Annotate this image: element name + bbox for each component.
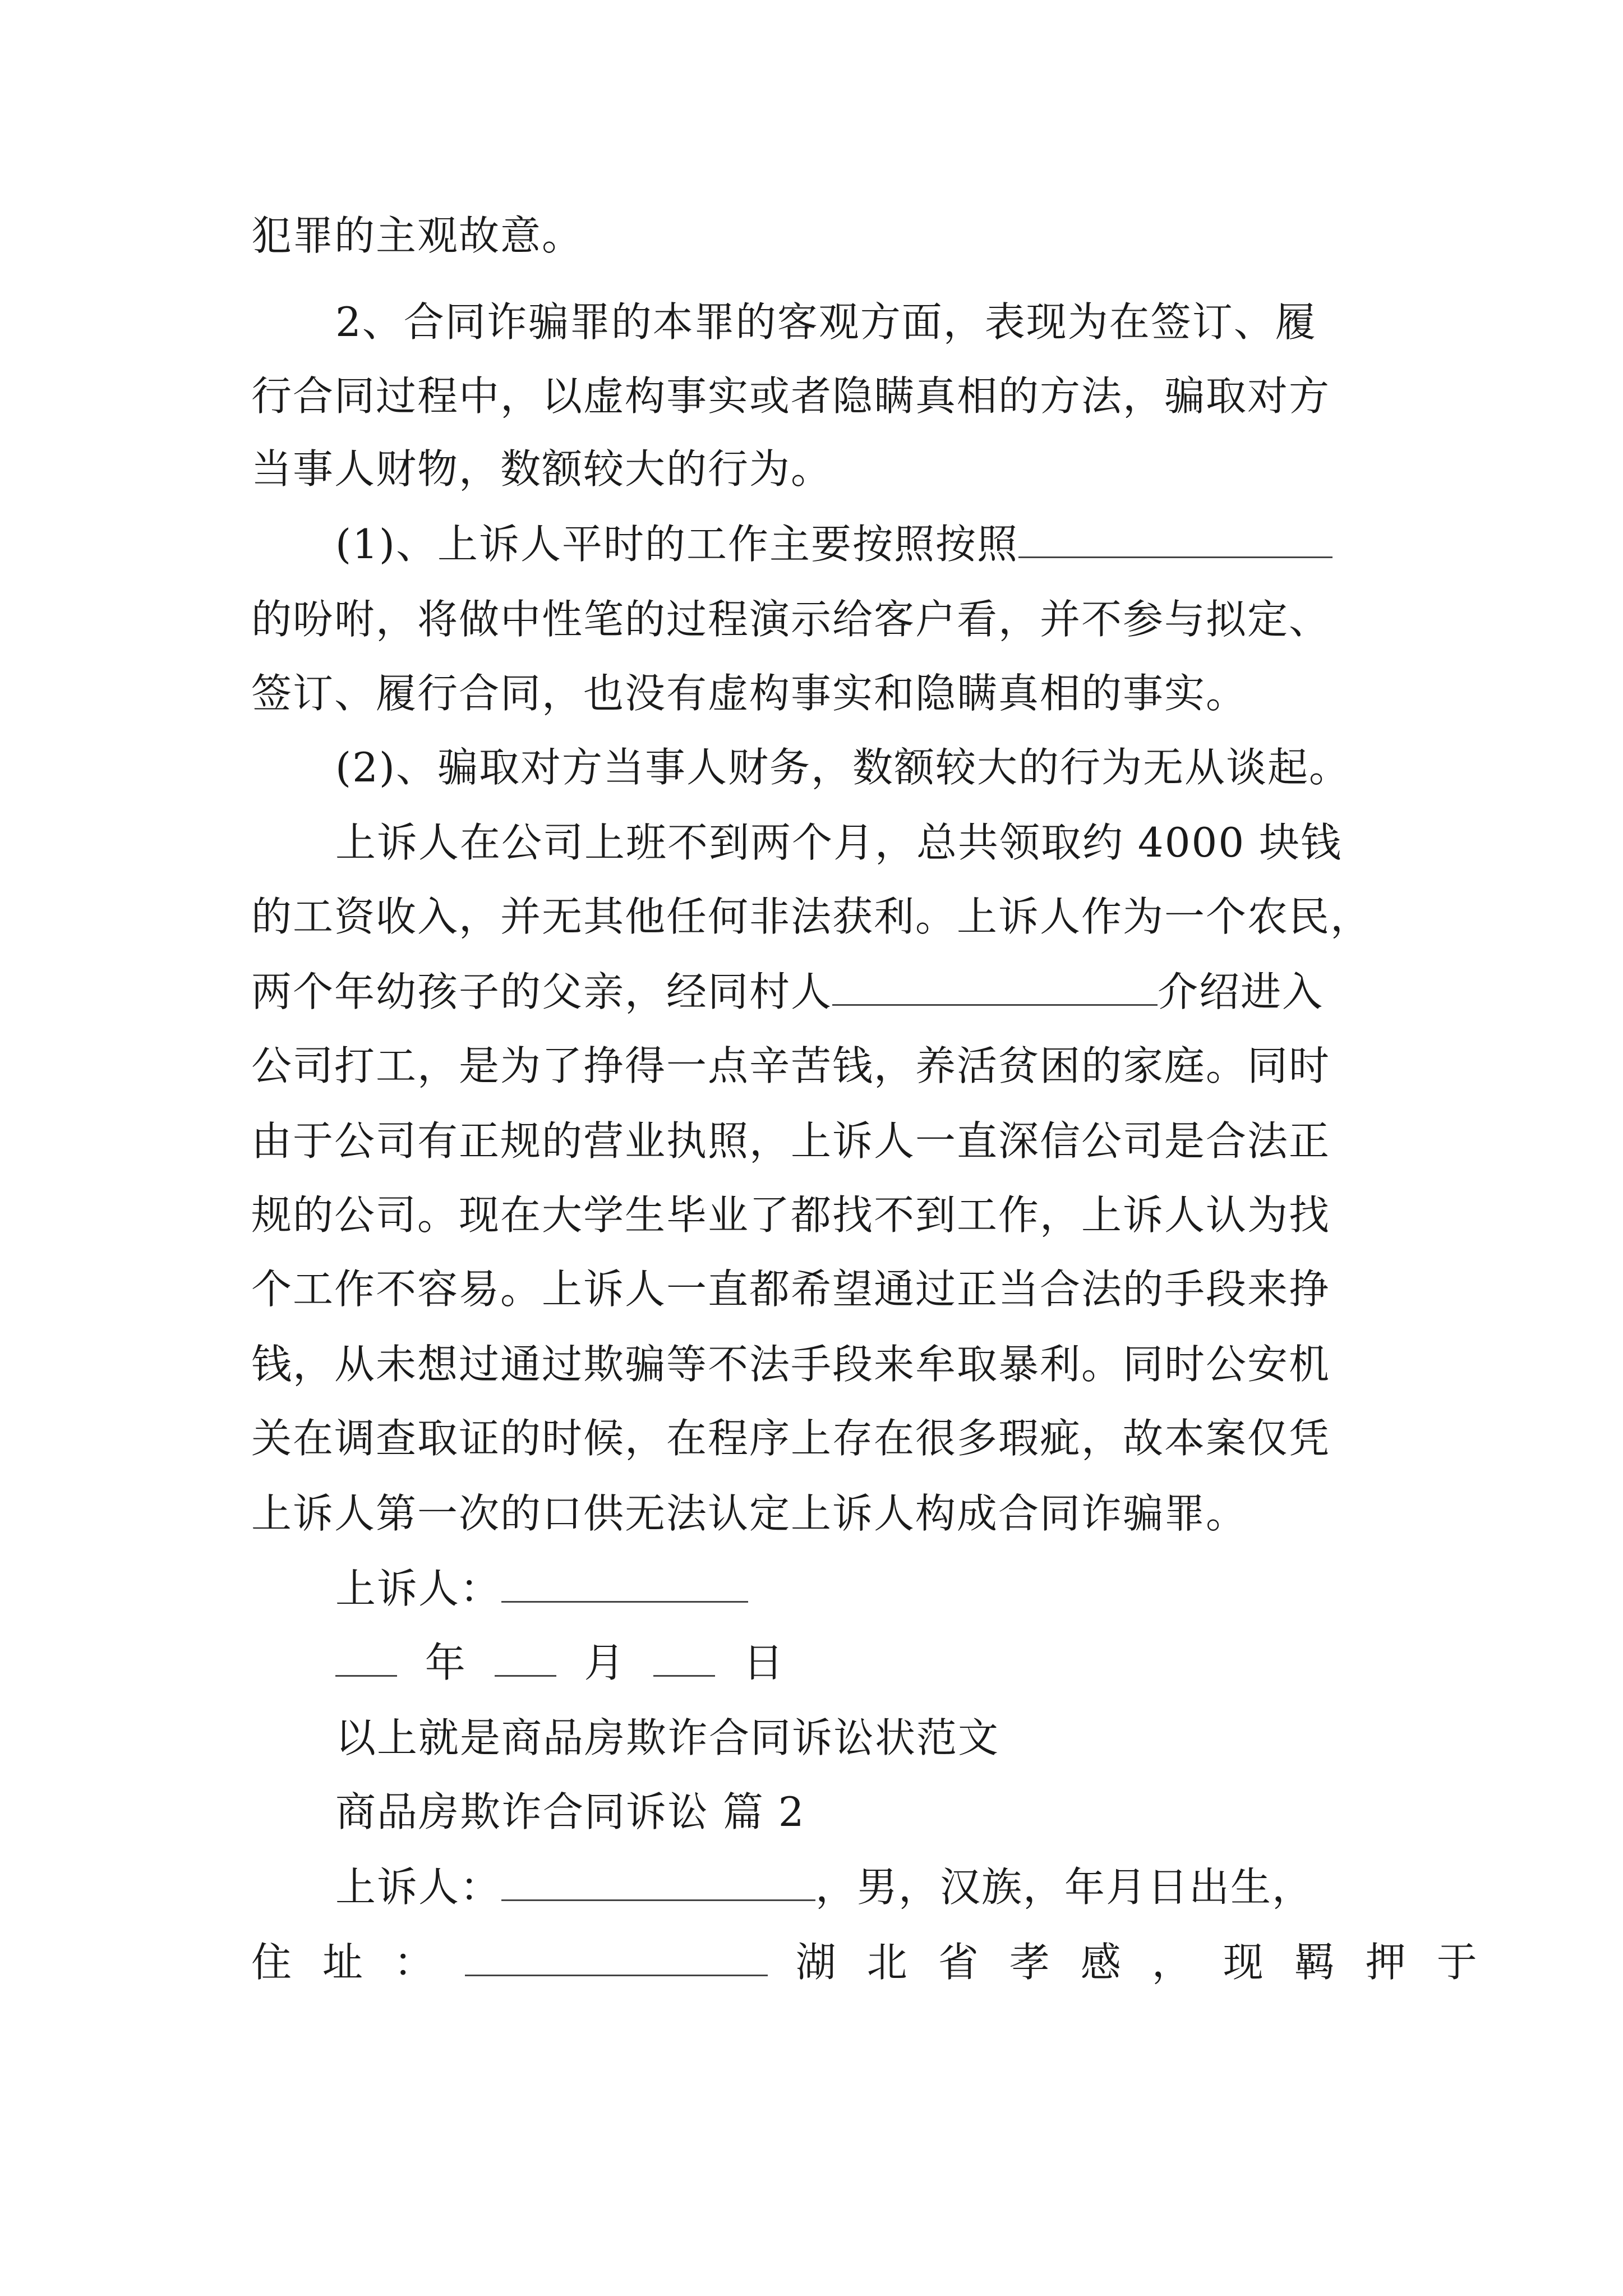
paragraph-line bbox=[251, 965, 1324, 1019]
address-text: 湖北省孝感，现羁押于 bbox=[795, 1939, 1508, 1986]
text-line: 个工作不容易。上诉人一直都希望通过正当合法的手段来挣 bbox=[251, 1266, 1331, 1313]
text-line: 上诉人第一次的口供无法认定上诉人构成合同诈骗罪。 bbox=[251, 1490, 1248, 1537]
date-line bbox=[335, 1636, 785, 1690]
text-line: 犯罪的主观故意。 bbox=[251, 212, 584, 259]
paragraph-line bbox=[251, 592, 1330, 646]
text-line: 行合同过程中，以虚构事实或者隐瞒真相的方法，骗取对方 bbox=[251, 372, 1331, 420]
paragraph-line bbox=[251, 890, 1372, 944]
text-line: 上诉人在公司上班不到两个月，总共领取约 4000 块钱 bbox=[335, 819, 1343, 866]
paragraph-line bbox=[251, 369, 1330, 423]
section-title-text: 商品房欺诈合同诉讼 篇 2 bbox=[335, 1788, 805, 1835]
closing-text: 以上就是商品房欺诈合同诉讼状范文 bbox=[335, 1714, 1000, 1761]
signature-line bbox=[335, 1562, 748, 1616]
paragraph-line bbox=[251, 1039, 1330, 1093]
closing-line bbox=[335, 1711, 999, 1765]
text-line: 2、合同诈骗罪的本罪的客观方面，表现为在签订、履 bbox=[335, 298, 1317, 346]
paragraph-line bbox=[251, 1114, 1330, 1168]
text-line: 由于公司有正规的营业执照，上诉人一直深信公司是合法正 bbox=[251, 1117, 1331, 1165]
address-blank bbox=[465, 1935, 768, 1976]
blank-fill-line bbox=[832, 965, 1158, 1006]
paragraph-line bbox=[251, 666, 1247, 720]
signature-label: 上诉人： bbox=[335, 1565, 502, 1612]
signature-blank bbox=[501, 1562, 748, 1603]
paragraph-line bbox=[251, 1188, 1330, 1242]
text-line: (2)、骗取对方当事人财务，数额较大的行为无从谈起。 bbox=[335, 744, 1350, 791]
text-line: 签订、履行合同，也没有虚构事实和隐瞒真相的事实。 bbox=[251, 670, 1248, 717]
paragraph-line bbox=[251, 1262, 1330, 1316]
text-line: 规的公司。现在大学生毕业了都找不到工作，上诉人认为找 bbox=[251, 1191, 1331, 1239]
appellant-name-blank bbox=[501, 1860, 815, 1901]
address-label: 住址： bbox=[251, 1939, 465, 1986]
day-blank bbox=[653, 1636, 715, 1677]
paragraph-line bbox=[335, 740, 1350, 794]
text-line: 当事人财物，数额较大的行为。 bbox=[251, 445, 833, 493]
paragraph-line bbox=[251, 442, 832, 496]
text-line: 钱，从未想过通过欺骗等不法手段来牟取暴利。同时公安机 bbox=[251, 1341, 1331, 1388]
paragraph-line bbox=[251, 209, 583, 263]
appellant-label: 上诉人： bbox=[335, 1864, 502, 1911]
text-line: (1)、上诉人平时的工作主要按照按照 bbox=[335, 521, 1018, 568]
text-line: 两个年幼孩子的父亲，经同村人 bbox=[251, 968, 833, 1015]
text-line: 介绍进入 bbox=[1158, 968, 1324, 1015]
day-label: 日 bbox=[743, 1639, 785, 1686]
address-line bbox=[251, 1935, 1508, 1989]
text-line: 的吩咐，将做中性笔的过程演示给客户看，并不参与拟定、 bbox=[251, 596, 1331, 643]
appellant-details: ，男，汉族，年月日出生， bbox=[815, 1864, 1314, 1911]
paragraph-line bbox=[335, 816, 1342, 869]
blank-fill-line bbox=[1018, 517, 1332, 558]
year-blank bbox=[335, 1636, 397, 1677]
text-line: 关在调查取证的时候，在程序上存在很多瑕疵，故本案仅凭 bbox=[251, 1415, 1331, 1462]
paragraph-line bbox=[335, 295, 1317, 349]
month-blank bbox=[495, 1636, 556, 1677]
paragraph-line bbox=[335, 517, 1332, 571]
year-label: 年 bbox=[425, 1639, 467, 1686]
paragraph-line bbox=[251, 1487, 1247, 1540]
month-label: 月 bbox=[584, 1639, 626, 1686]
text-line: 的工资收入，并无其他任何非法获利。上诉人作为一个农民， bbox=[251, 893, 1372, 940]
section-title bbox=[335, 1785, 805, 1839]
paragraph-line bbox=[251, 1337, 1330, 1391]
paragraph-line bbox=[251, 1411, 1330, 1465]
appellant-line bbox=[335, 1860, 1313, 1914]
text-line: 公司打工，是为了挣得一点辛苦钱，养活贫困的家庭。同时 bbox=[251, 1042, 1331, 1089]
